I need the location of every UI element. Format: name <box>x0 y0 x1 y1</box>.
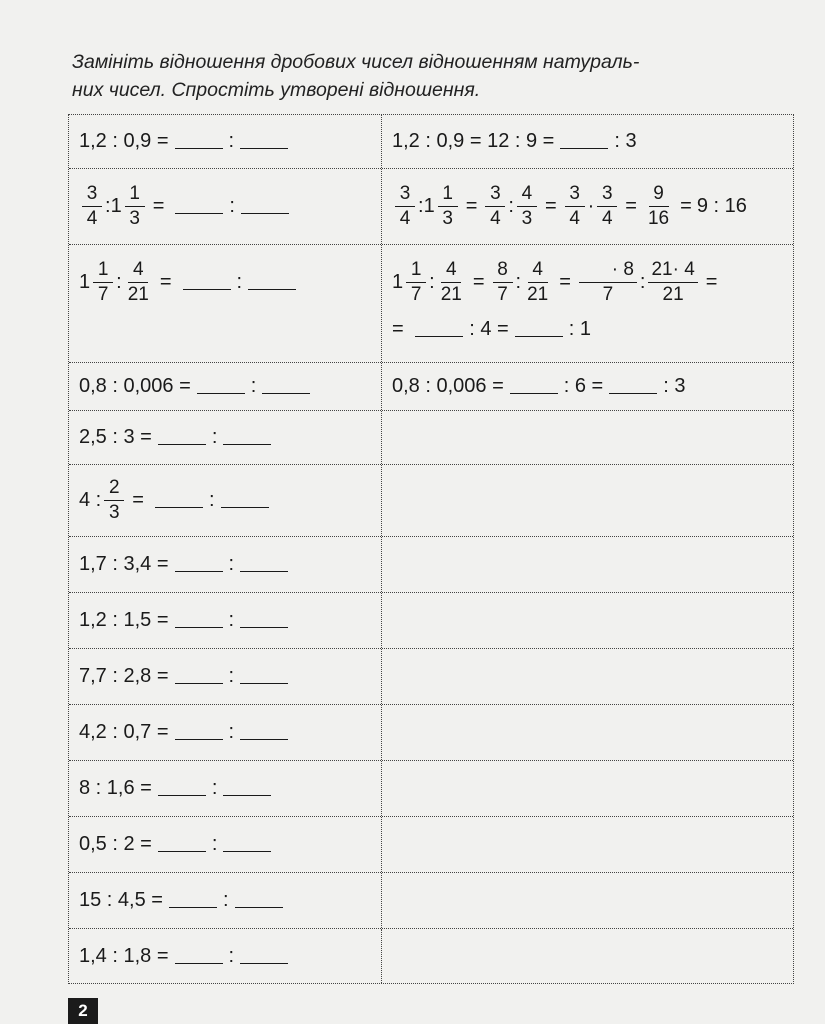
fraction: $\frac{9}{16}$ <box>647 183 670 229</box>
table-row <box>69 705 793 761</box>
result-ratio: 9 : 16 <box>696 195 747 217</box>
empty-answer-cell[interactable] <box>382 465 793 536</box>
table-row <box>69 817 793 873</box>
exercise-cell: 1,7 : 3,4 = : <box>69 537 382 592</box>
table-row <box>69 537 793 593</box>
empty-answer-cell[interactable] <box>382 873 793 928</box>
expression-text: 1,2 : 0,9 = 12 : 9 = <box>392 130 555 152</box>
exercise-cell: $\frac{3}{4}$ : 1 $\frac{1}{3}$ = : <box>69 169 382 244</box>
empty-answer-cell[interactable] <box>382 817 793 872</box>
instructions-line-1: Замініть відношення дробових чисел відношенням натураль- <box>72 51 640 73</box>
answer-blank[interactable] <box>175 613 223 628</box>
exercise-cell: 7,7 : 2,8 = : <box>69 649 382 704</box>
answer-blank[interactable] <box>240 669 288 684</box>
answer-blank[interactable] <box>158 781 206 796</box>
exercise-cell: 8 : 1,6 = : <box>69 761 382 816</box>
answer-blank[interactable] <box>175 199 223 214</box>
empty-answer-cell[interactable] <box>382 537 793 592</box>
worked-example-cell: 1 $\frac{1}{7}$ : $\frac{4}{21}$ = $\frac{8}{7}$ : $\frac{4}{21}$ = $\frac{\cdot 8}{7}$ : $\frac{21\cdot 4}{21}$ = = : 4 = : 1 <box>392 259 718 340</box>
expression-text: 1,2 : 0,9 = <box>79 130 169 152</box>
table-row <box>69 593 793 649</box>
table-row <box>69 929 793 983</box>
fraction: $\frac{4}{21}$ <box>527 259 549 305</box>
empty-answer-cell[interactable] <box>382 705 793 760</box>
fraction-with-blank: $\frac{\cdot 8}{7}$ <box>579 259 637 306</box>
answer-blank[interactable] <box>240 134 288 149</box>
table-row <box>69 363 793 411</box>
answer-blank[interactable] <box>415 322 463 337</box>
exercise-table <box>68 114 794 984</box>
table-row <box>69 169 793 245</box>
answer-blank[interactable] <box>169 893 217 908</box>
fraction: $\frac{1}{7}$ <box>93 259 113 306</box>
exercise-cell: 15 : 4,5 = : <box>69 873 382 928</box>
answer-blank[interactable] <box>175 669 223 684</box>
fraction: $\frac{1}{3}$ <box>125 183 145 230</box>
fraction: $\frac{3}{4}$ <box>82 183 102 230</box>
answer-blank[interactable] <box>158 430 206 445</box>
table-row <box>69 873 793 929</box>
fraction: $\frac{4}{3}$ <box>517 183 537 230</box>
exercise-cell: 0,5 : 2 = : <box>69 817 382 872</box>
empty-answer-cell[interactable] <box>382 929 793 983</box>
worked-example-cell <box>382 115 793 168</box>
answer-blank[interactable] <box>221 493 269 508</box>
fraction: $\frac{8}{7}$ <box>493 259 513 306</box>
exercise-cell: 4 : $\frac{2}{3}$ = : <box>69 465 382 536</box>
worked-example-cell: 0,8 : 0,006 = : 6 = : 3 <box>392 375 686 397</box>
fraction: $\frac{1}{3}$ <box>438 183 458 230</box>
answer-blank[interactable] <box>175 949 223 964</box>
fraction: $\frac{1}{7}$ <box>406 259 426 306</box>
answer-blank[interactable] <box>175 134 223 149</box>
fraction: $\frac{2}{3}$ <box>104 477 124 524</box>
table-row <box>69 649 793 705</box>
answer-blank[interactable] <box>262 379 310 394</box>
answer-blank[interactable] <box>241 199 289 214</box>
table-row <box>69 245 793 363</box>
fraction: $\frac{3}{4}$ <box>485 183 505 230</box>
answer-blank[interactable] <box>240 949 288 964</box>
answer-blank[interactable] <box>240 725 288 740</box>
empty-answer-cell[interactable] <box>382 761 793 816</box>
answer-blank[interactable] <box>515 322 563 337</box>
answer-blank[interactable] <box>175 557 223 572</box>
expression-tail: : 3 <box>614 130 637 152</box>
worked-example-cell: $\frac{3}{4}$ : 1 $\frac{1}{3}$ = $\frac{3}{4}$ : $\frac{4}{3}$ = $\frac{3}{4}$ · $\frac{3}{4}$ = $\frac{9}{16}$ = 9 : 16 <box>382 169 793 244</box>
exercise-cell: 1,2 : 1,5 = : <box>69 593 382 648</box>
exercise-cell: 1 $\frac{1}{7}$ : $\frac{4}{21}$ = : <box>69 245 382 362</box>
answer-blank[interactable] <box>510 379 558 394</box>
instructions-line-2: них чисел. Спростіть утворені відношення. <box>72 79 481 101</box>
answer-blank[interactable] <box>175 725 223 740</box>
answer-blank[interactable] <box>248 275 296 290</box>
page-number: 2 <box>68 998 98 1024</box>
table-row <box>69 761 793 817</box>
fraction: $\frac{4}{21}$ <box>127 259 149 305</box>
fraction: $\frac{3}{4}$ <box>395 183 415 230</box>
fraction: $\frac{21\cdot 4}{21}$ <box>648 259 697 306</box>
task-instructions <box>72 48 772 104</box>
fraction: $\frac{3}{4}$ <box>597 183 617 230</box>
answer-blank[interactable] <box>560 134 608 149</box>
answer-blank[interactable] <box>223 837 271 852</box>
empty-answer-cell[interactable] <box>382 649 793 704</box>
table-row <box>69 411 793 465</box>
table-row <box>69 465 793 537</box>
answer-blank[interactable] <box>197 379 245 394</box>
empty-answer-cell[interactable] <box>382 593 793 648</box>
answer-blank[interactable] <box>158 837 206 852</box>
fraction: $\frac{3}{4}$ <box>565 183 585 230</box>
answer-blank[interactable] <box>183 275 231 290</box>
table-row <box>69 115 793 169</box>
answer-blank[interactable] <box>223 430 271 445</box>
exercise-cell <box>69 115 382 168</box>
answer-blank[interactable] <box>240 557 288 572</box>
answer-blank[interactable] <box>155 493 203 508</box>
exercise-cell: 1,4 : 1,8 = : <box>69 929 382 983</box>
answer-blank[interactable] <box>609 379 657 394</box>
empty-answer-cell[interactable] <box>382 411 793 464</box>
exercise-cell: 4,2 : 0,7 = : <box>69 705 382 760</box>
fraction: $\frac{4}{21}$ <box>440 259 462 305</box>
colon-sign: : <box>228 130 235 152</box>
answer-blank[interactable] <box>223 781 271 796</box>
answer-blank[interactable] <box>240 613 288 628</box>
exercise-cell: 0,8 : 0,006 = : <box>69 363 382 410</box>
exercise-cell: 2,5 : 3 = : <box>69 411 382 464</box>
answer-blank[interactable] <box>235 893 283 908</box>
